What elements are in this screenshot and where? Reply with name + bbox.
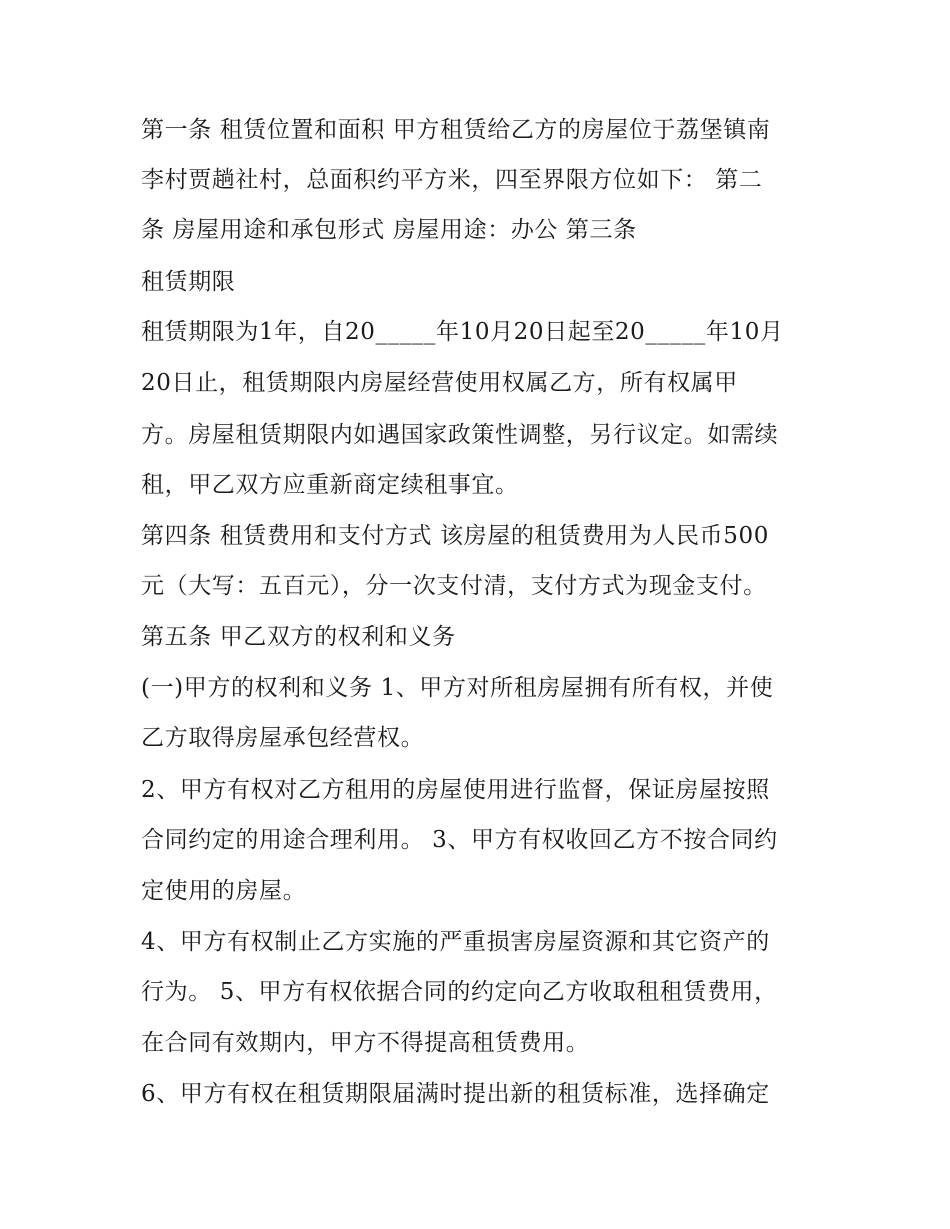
text-line-9: 第四条 租赁费用和支付方式 该房屋的租赁费用为人民币500 (141, 523, 769, 549)
text-line-6: 20日止，租赁期限内房屋经营使用权属乙方，所有权属甲 (141, 370, 738, 396)
text-line-3: 条 房屋用途和承包形式 房屋用途：办公 第三条 (141, 217, 637, 243)
text-line-20: 6、甲方有权在租赁期限届满时提出新的租赁标准，选择确定 (141, 1081, 770, 1107)
text-line-17: 4、甲方有权制止乙方实施的严重损害房屋资源和其它资产的 (141, 929, 770, 955)
text-line-12: (一)甲方的权利和义务 1、甲方对所租房屋拥有所有权，并使 (141, 675, 774, 701)
text-line-2: 李村贾趟社村，总面积约平方米，四至界限方位如下： 第二 (141, 167, 763, 193)
text-line-19: 在合同有效期内，甲方不得提高租赁费用。 (141, 1030, 590, 1056)
text-line-10: 元（大写：五百元），分一次支付清，支付方式为现金支付。 (141, 573, 767, 599)
text-line-11: 第五条 甲乙双方的权利和义务 (141, 624, 456, 650)
text-line-1: 第一条 租赁位置和面积 甲方租赁给乙方的房屋位于荔堡镇南 (141, 117, 771, 143)
text-line-8: 租，甲乙双方应重新商定续租事宜。 (141, 472, 519, 498)
text-line-5: 租赁期限为1年，自20_____年10月20日起至20_____年10月 (141, 319, 784, 345)
text-line-15: 合同约定的用途合理利用。 3、甲方有权收回乙方不按合同约 (141, 827, 778, 853)
text-line-4: 租赁期限 (141, 269, 236, 295)
text-line-16: 定使用的房屋。 (141, 878, 307, 904)
text-line-18: 行为。 5、甲方有权依据合同的约定向乙方收取租租赁费用， (141, 979, 778, 1005)
text-line-13: 乙方取得房屋承包经营权。 (141, 725, 425, 751)
text-line-14: 2、甲方有权对乙方租用的房屋使用进行监督，保证房屋按照 (141, 777, 770, 803)
text-line-7: 方。房屋租赁期限内如遇国家政策性调整，另行议定。如需续 (141, 422, 779, 448)
